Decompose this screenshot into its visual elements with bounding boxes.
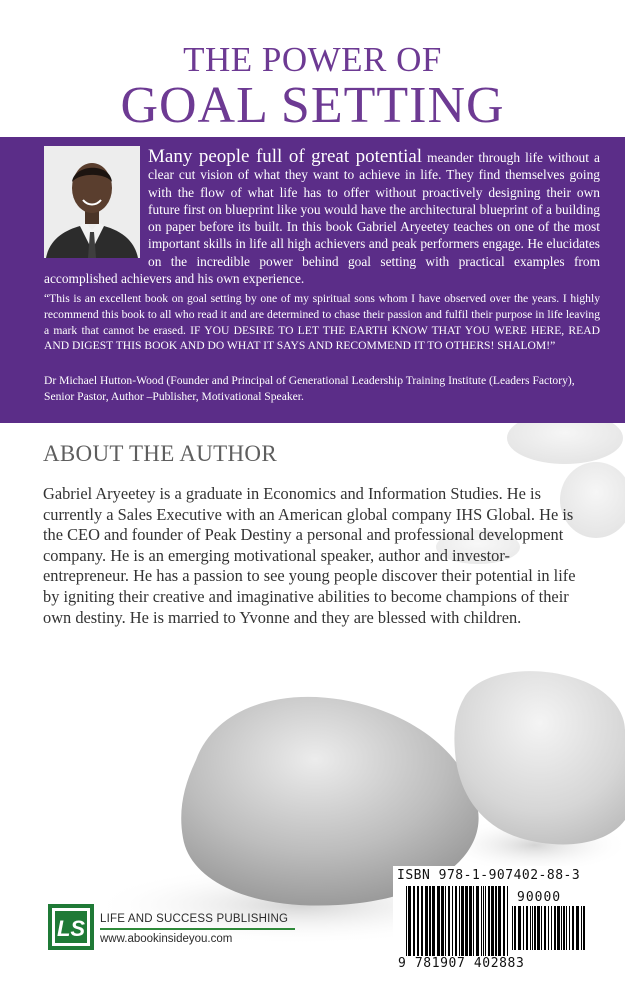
barcode-bar — [452, 886, 453, 956]
barcode-bar — [408, 886, 411, 956]
barcode-bar — [495, 886, 497, 956]
barcode-bar — [530, 906, 531, 950]
barcode-bar — [534, 906, 536, 950]
publisher-url: www.abookinsideyou.com — [100, 933, 233, 945]
barcode-bar — [566, 906, 567, 950]
price-barcode — [512, 906, 592, 958]
barcode-bar — [481, 886, 482, 956]
ean-barcode — [406, 886, 510, 958]
barcode-bar — [526, 906, 528, 950]
barcode-bar — [432, 886, 435, 956]
publisher-name: LIFE AND SUCCESS PUBLISHING — [100, 913, 289, 925]
barcode-bar — [406, 886, 407, 956]
barcode-bar — [476, 886, 479, 956]
barcode-bar — [576, 906, 579, 950]
author-bio: Gabriel Aryeetey is a graduate in Economics and Information Studies. He is currently a Sales Executive with an American global company IHS Global. He is the CEO and founder of Peak Destiny a personal and professional development company. He is an emerging motivational speaker, author and investor-entrepreneur. He has a passion to see young people discover their potential in life by igniting their creative and imaginative abilities to become champions of their own destiny. He is married to Yvonne and they are blessed with children. — [43, 484, 576, 627]
barcode-bar — [583, 906, 585, 950]
barcode-bar — [498, 886, 501, 956]
endorsement-quote: “This is an excellent book on goal setting by one of my spiritual sons whom I have observed over the years. I highly recommend this book to all who read it and are determined to chase their passion and fulfil their purpose in life leaving a mark that cannot be erased. IF YOU DESIRE TO LET THE EARTH KNOW THAT YOU WERE HERE, READ AND DIGEST THIS BOOK AND DO WHAT IT SAYS AND RECOMMEND IT TO OTHERS! SHALOM!” — [44, 292, 600, 353]
barcode-bar — [469, 886, 472, 956]
barcode-bar — [429, 886, 431, 956]
barcode-bar — [483, 886, 484, 956]
endorsement-attribution: Dr Michael Hutton-Wood (Founder and Principal of Generational Leadership Training Institute (Leaders Factory), Senior Pastor, Author –Publisher, Motivational Speaker. — [44, 374, 575, 403]
barcode-bar — [507, 886, 508, 956]
barcode-bar — [544, 906, 546, 950]
publisher-logo — [48, 904, 94, 950]
barcode-bar — [537, 906, 540, 950]
barcode-bar — [441, 886, 444, 956]
barcode-bar — [541, 906, 542, 950]
publisher-logo-text: LS — [56, 916, 86, 941]
barcode-bar — [488, 886, 490, 956]
barcode-bar — [557, 906, 560, 950]
barcode-bar — [512, 906, 513, 950]
barcode-bar — [417, 886, 419, 956]
barcode-bar — [503, 886, 505, 956]
barcode-bar — [532, 906, 533, 950]
barcode-bar — [465, 886, 468, 956]
barcode-bar — [554, 906, 556, 950]
publisher-divider — [100, 928, 295, 930]
barcode-bar — [413, 886, 415, 956]
barcode-bar — [561, 906, 562, 950]
photo-spacer — [44, 148, 148, 260]
blurb-paragraph — [44, 148, 600, 287]
barcode-bar — [425, 886, 428, 956]
barcode-bar — [448, 886, 450, 956]
barcode-bar — [473, 886, 474, 956]
isbn-number: ISBN 978-1-907402-88-3 — [397, 868, 581, 883]
blurb-lead: Many people full of great potential — [148, 146, 423, 167]
barcode-bar — [518, 906, 521, 950]
barcode-bar — [437, 886, 440, 956]
about-heading: ABOUT THE AUTHOR — [43, 441, 277, 466]
barcode-bar — [569, 906, 570, 950]
barcode-bar — [461, 886, 464, 956]
barcode-bar — [581, 906, 582, 950]
barcode-bar — [523, 906, 524, 950]
barcode-bar — [551, 906, 552, 950]
book-title-line-2: GOAL SETTING — [120, 77, 505, 134]
barcode-bar — [445, 886, 446, 956]
barcode-bar — [572, 906, 574, 950]
barcode-bar — [421, 886, 423, 956]
blurb-body: meander through life without a clear cut vision of what they want to achieve in life. They find themselves going with the flow of what life has to offer without proactively designing their own future first on blueprint like you would have the architectural blueprint of a building on paper before its built. In this book Gabriel Aryeetey teaches on one of the most important skills in life all high achievers and peak performers engage. He elucidates on the incredible power behind goal setting with practical examples from accomplished achievers and his own experience. — [44, 150, 600, 287]
barcode-bar — [491, 886, 494, 956]
barcode-bar — [455, 886, 457, 956]
pebble-right — [454, 671, 625, 844]
barcode-bar — [548, 906, 549, 950]
ean-digits: 9 781907 402883 — [398, 956, 525, 971]
barcode-bar — [514, 906, 516, 950]
barcode-bar — [459, 886, 460, 956]
price-code: 90000 — [517, 890, 562, 905]
book-title-line-1: THE POWER OF — [183, 40, 442, 79]
barcode-bar — [563, 906, 565, 950]
barcode-bar — [485, 886, 486, 956]
